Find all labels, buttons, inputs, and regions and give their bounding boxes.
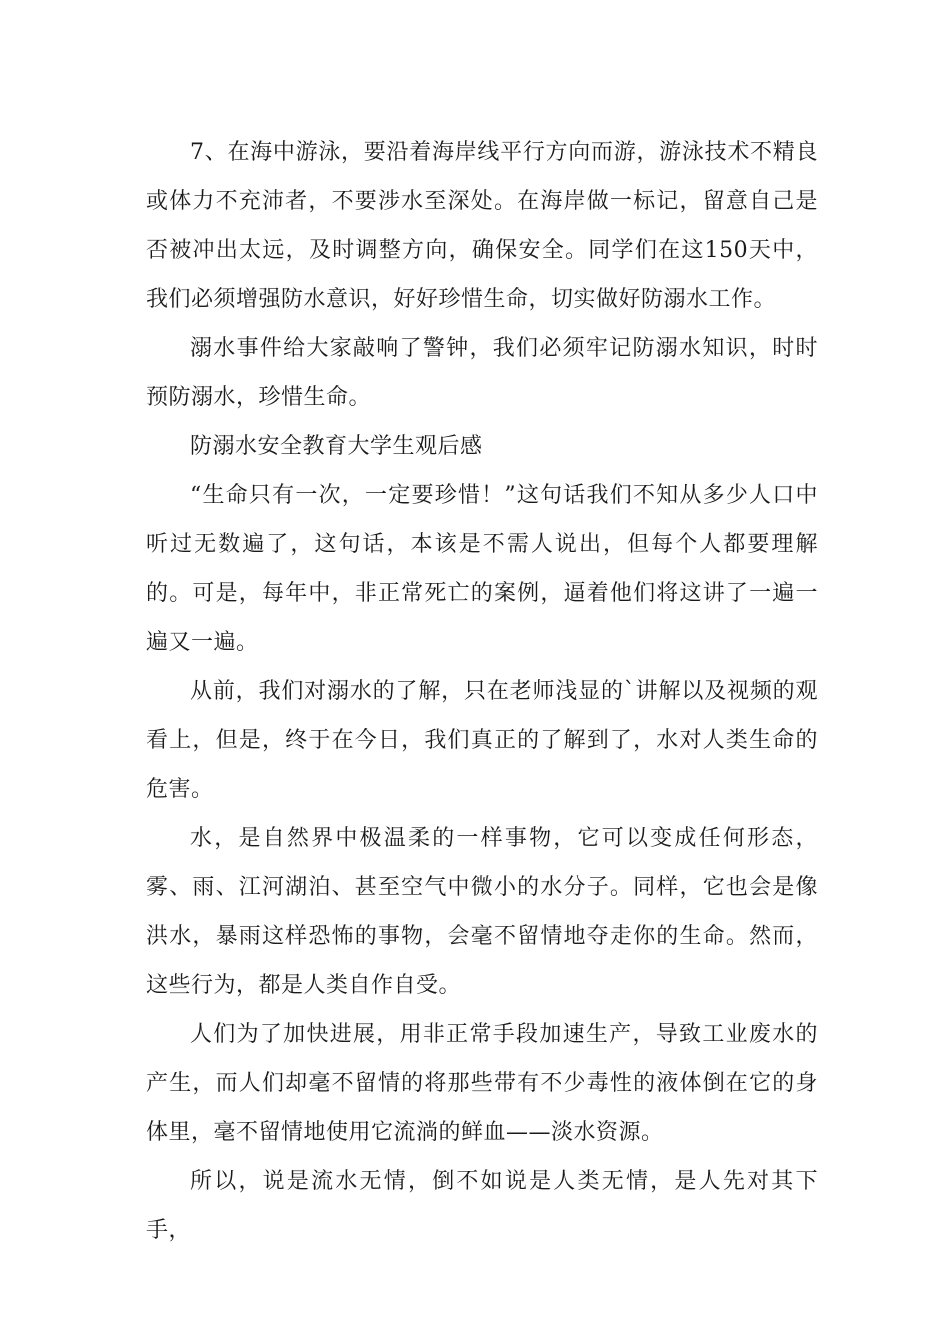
section-title: 防溺水安全教育大学生观后感	[190, 434, 483, 459]
paragraph-life-once: “生命只有一次，一定要珍惜！”这句话我们不知从多少人口中听过无数遍了，这句话，本该是不需人说出，但每个人都要理解的。可是，每年中，非正常死亡的案例，逼着他们将这讲了一遍一遍又一遍。	[146, 483, 818, 655]
paragraph-water-nature: 水，是自然界中极温柔的一样事物，它可以变成任何形态，雾、雨、江河湖泊、甚至空气中微小的水分子。同样，它也会是像洪水，暴雨这样恐怖的事物，会毫不留情地夺走你的生命。然而，这些行为，都是人类自作自受。	[146, 826, 818, 998]
paragraph-swimming-safety: 7、在海中游泳，要沿着海岸线平行方向而游，游泳技术不精良或体力不充沛者，不要涉水至深处。在海岸做一标记，留意自己是否被冲出太远，及时调整方向，确保安全。同学们在这150天中，我们必须增强防水意识，好好珍惜生命，切实做好防溺水工作。	[146, 140, 818, 312]
document-body	[146, 128, 818, 1255]
paragraph-conclusion: 所以，说是流水无情，倒不如说是人类无情，是人先对其下手，	[146, 1169, 818, 1243]
paragraph-understanding: 从前，我们对溺水的了解，只在老师浅显的`讲解以及视频的观看上，但是，终于在今日，我们真正的了解到了，水对人类生命的危害。	[146, 679, 818, 802]
paragraph-warning: 溺水事件给大家敲响了警钟，我们必须牢记防溺水知识，时时预防溺水，珍惜生命。	[146, 336, 818, 410]
paragraph-pollution: 人们为了加快进展，用非正常手段加速生产，导致工业废水的产生，而人们却毫不留情的将那些带有不少毒性的液体倒在它的身体里，毫不留情地使用它流淌的鲜血——淡水资源。	[146, 1022, 818, 1145]
